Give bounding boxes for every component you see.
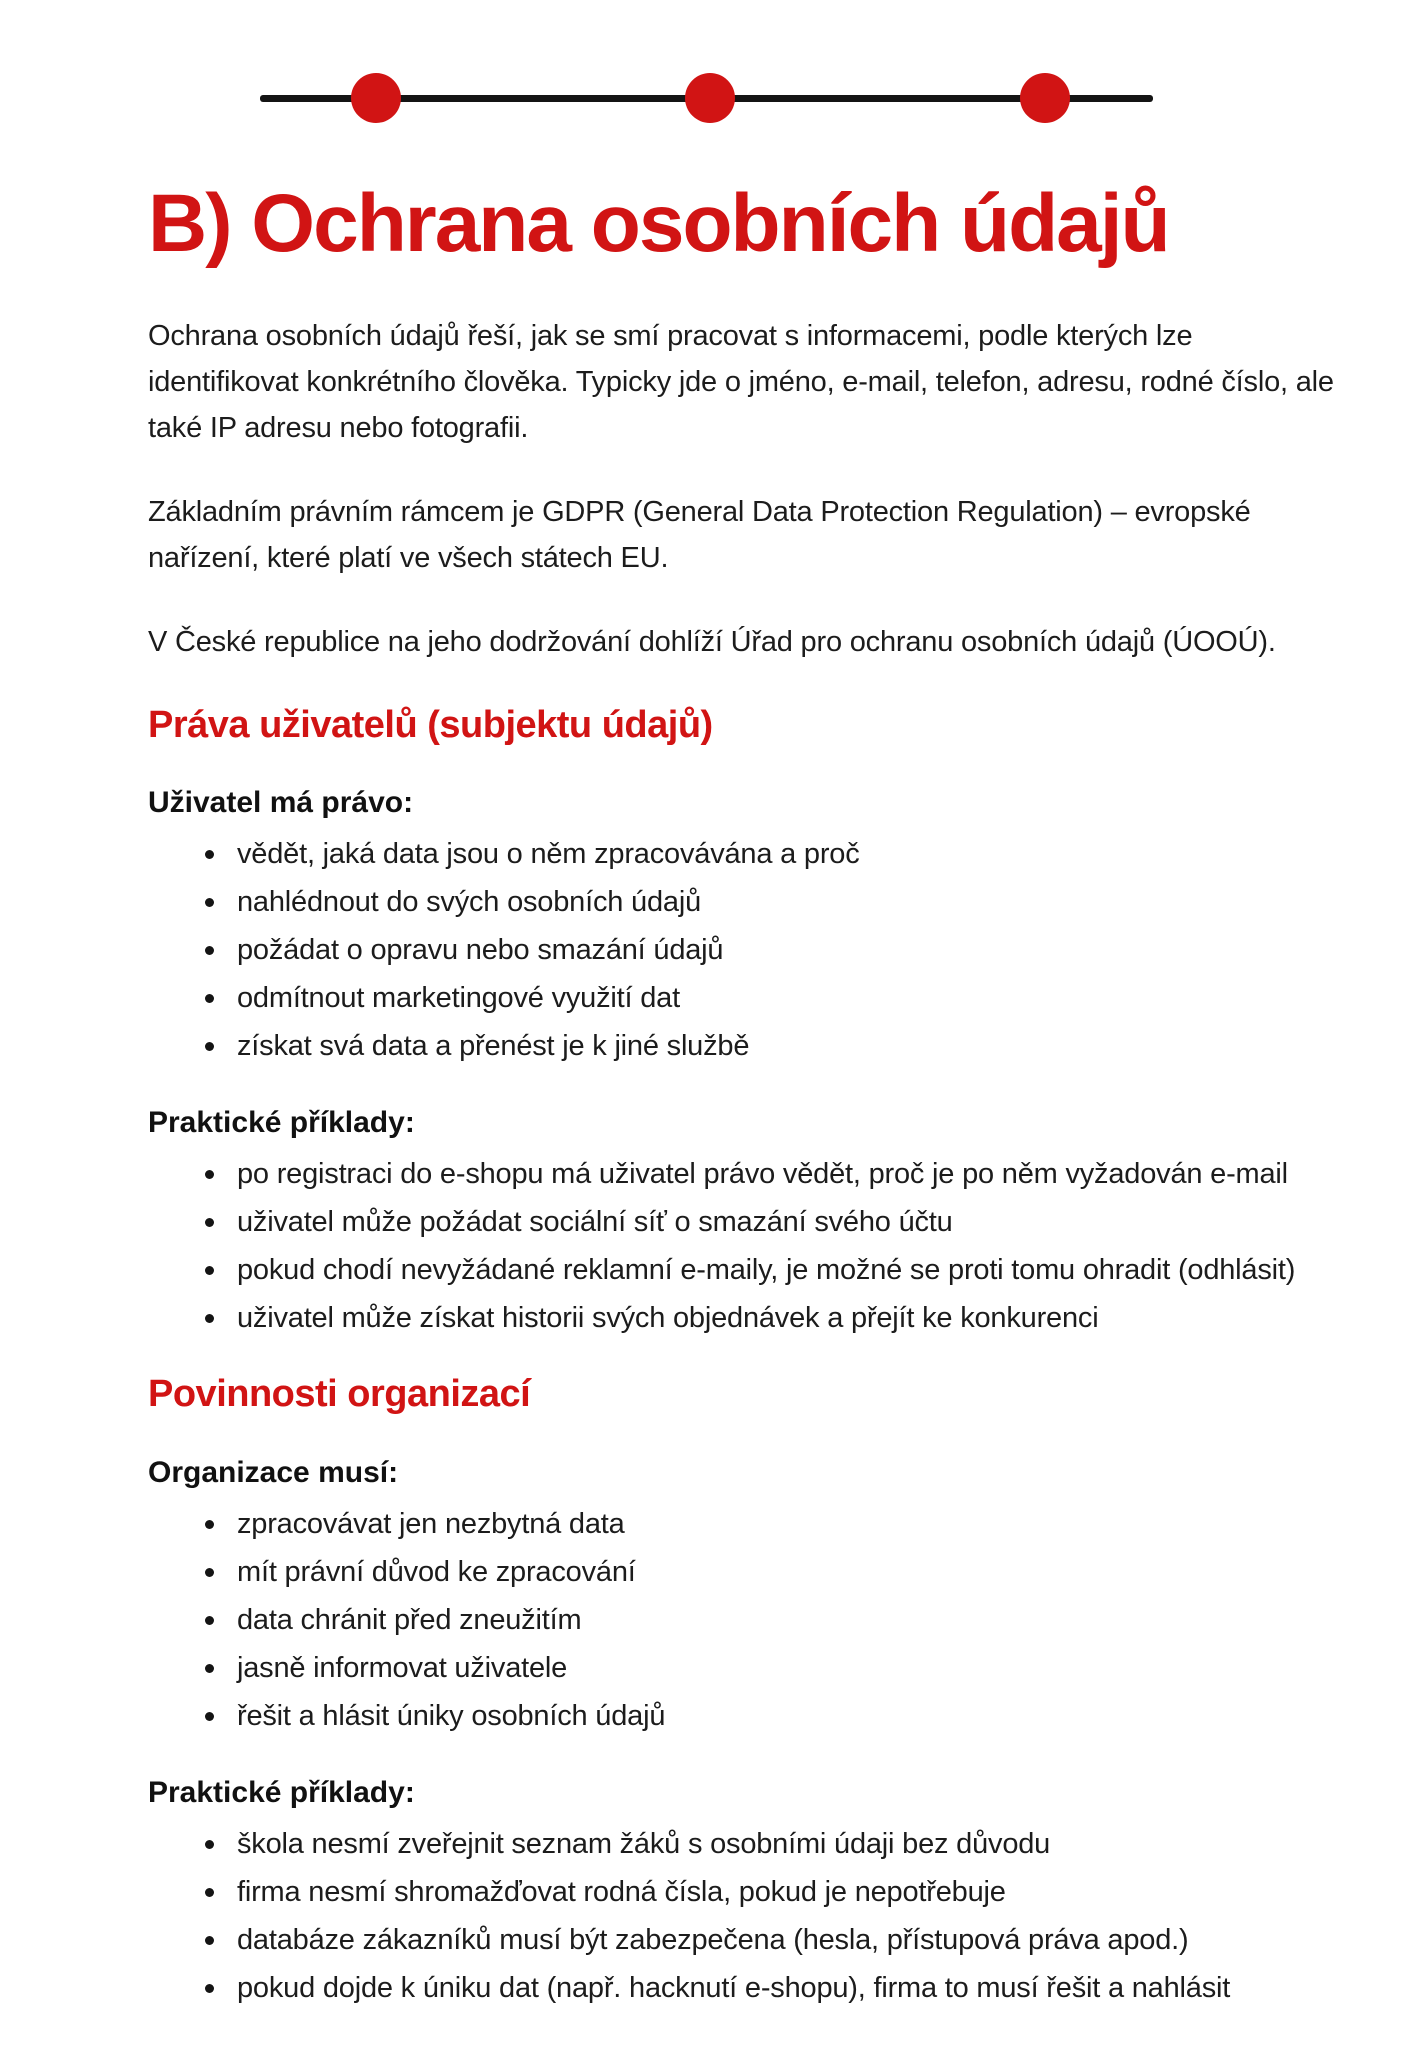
list-item-text: řešit a hlásit úniky osobních údajů bbox=[237, 1699, 666, 1732]
list-item bbox=[148, 1024, 1378, 1068]
list-item bbox=[148, 1550, 1378, 1594]
list-item bbox=[148, 1598, 1378, 1642]
intro-paragraph: Ochrana osobních údajů řeší, jak se smí pracovat s informacemi, podle kterých lze identifikovat konkrétního člověka. Typicky jde o jméno, e-mail, telefon, adresu, rodné číslo, ale také IP adresu nebo fotografii. bbox=[148, 319, 1334, 444]
document-page bbox=[0, 72, 1414, 2072]
list-item-text: vědět, jaká data jsou o něm zpracovávána a proč bbox=[237, 838, 860, 871]
list-item-text: odmítnout marketingové využití dat bbox=[237, 982, 680, 1015]
bullet-dot-icon bbox=[205, 1170, 214, 1179]
list-item-text: databáze zákazníků musí být zabezpečena (hesla, přístupová práva apod.) bbox=[237, 1923, 1189, 1956]
bullet-dot-icon bbox=[205, 1042, 214, 1051]
list-item bbox=[148, 1694, 1378, 1738]
bullet-list bbox=[148, 1822, 1378, 2010]
red-dot-icon bbox=[351, 73, 401, 123]
bullet-dot-icon bbox=[205, 946, 214, 955]
bullet-dot-icon bbox=[205, 1984, 214, 1993]
bullet-dot-icon bbox=[205, 1568, 214, 1577]
list-item-text: pokud dojde k úniku dat (např. hacknutí e-shopu), firma to musí řešit a nahlásit bbox=[237, 1971, 1231, 2004]
intro-paragraph: V České republice na jeho dodržování dohlíží Úřad pro ochranu osobních údajů (ÚOOÚ). bbox=[148, 625, 1276, 658]
list-item-text: zpracovávat jen nezbytná data bbox=[237, 1507, 625, 1540]
red-dot-icon bbox=[1020, 73, 1070, 123]
bullet-dot-icon bbox=[205, 1840, 214, 1849]
list-item bbox=[148, 928, 1378, 972]
header-divider bbox=[260, 72, 1153, 124]
bullet-list bbox=[148, 832, 1378, 1068]
section-user-rights bbox=[148, 703, 1394, 1341]
bullet-dot-icon bbox=[205, 1520, 214, 1529]
list-item bbox=[148, 1152, 1378, 1196]
list-item bbox=[148, 1918, 1378, 1962]
list-item bbox=[148, 1870, 1378, 1914]
list-item-text: firma nesmí shromažďovat rodná čísla, pokud je nepotřebuje bbox=[237, 1875, 1006, 1908]
list-item-text: jasně informovat uživatele bbox=[237, 1651, 568, 1684]
list-item-text: škola nesmí zveřejnit seznam žáků s osobními údaji bez důvodu bbox=[237, 1827, 1051, 1860]
group-label: Praktické příklady: bbox=[148, 1106, 415, 1140]
list-item bbox=[148, 1200, 1378, 1244]
list-item-text: data chránit před zneužitím bbox=[237, 1603, 582, 1636]
list-item-text: pokud chodí nevyžádané reklamní e-maily, je možné se proti tomu ohradit (odhlásit) bbox=[237, 1254, 1296, 1287]
bullet-dot-icon bbox=[205, 1314, 214, 1323]
bullet-dot-icon bbox=[205, 1888, 214, 1897]
list-item bbox=[148, 832, 1378, 876]
bullet-dot-icon bbox=[205, 1218, 214, 1227]
red-dot-icon bbox=[685, 73, 735, 123]
bullet-dot-icon bbox=[205, 1266, 214, 1275]
bullet-list bbox=[148, 1152, 1378, 1340]
bullet-list bbox=[148, 1502, 1378, 1738]
section-organization-duties bbox=[148, 1372, 1394, 2010]
page-title: B) Ochrana osobních údajů bbox=[148, 178, 1169, 269]
list-item bbox=[148, 1966, 1378, 2010]
section-heading: Práva uživatelů (subjektu údajů) bbox=[148, 703, 713, 746]
group-label: Uživatel má právo: bbox=[148, 786, 414, 820]
list-item bbox=[148, 1296, 1378, 1340]
group-label: Organizace musí: bbox=[148, 1455, 399, 1489]
list-item-text: získat svá data a přenést je k jiné službě bbox=[237, 1030, 750, 1063]
bullet-dot-icon bbox=[205, 1712, 214, 1721]
list-item-text: po registraci do e-shopu má uživatel právo vědět, proč je po něm vyžadován e-mail bbox=[237, 1158, 1288, 1191]
bullet-dot-icon bbox=[205, 1616, 214, 1625]
list-item-text: požádat o opravu nebo smazání údajů bbox=[237, 934, 724, 967]
section-heading: Povinnosti organizací bbox=[148, 1373, 531, 1416]
list-item-text: uživatel může požádat sociální síť o smazání svého účtu bbox=[237, 1206, 953, 1239]
group-label: Praktické příklady: bbox=[148, 1775, 415, 1809]
bullet-dot-icon bbox=[205, 850, 214, 859]
bullet-dot-icon bbox=[205, 1664, 214, 1673]
list-item bbox=[148, 1502, 1378, 1546]
list-item bbox=[148, 1646, 1378, 1690]
bullet-dot-icon bbox=[205, 994, 214, 1003]
list-item bbox=[148, 1822, 1378, 1866]
list-item-text: mít právní důvod ke zpracování bbox=[237, 1555, 636, 1588]
intro-paragraph: Základním právním rámcem je GDPR (General Data Protection Regulation) – evropské nařízení, které platí ve všech státech EU. bbox=[148, 495, 1251, 574]
list-item bbox=[148, 1248, 1378, 1292]
list-item bbox=[148, 880, 1378, 924]
list-item-text: uživatel může získat historii svých objednávek a přejít ke konkurenci bbox=[237, 1302, 1099, 1335]
list-item-text: nahlédnout do svých osobních údajů bbox=[237, 886, 701, 919]
list-item bbox=[148, 976, 1378, 1020]
bullet-dot-icon bbox=[205, 898, 214, 907]
bullet-dot-icon bbox=[205, 1936, 214, 1945]
